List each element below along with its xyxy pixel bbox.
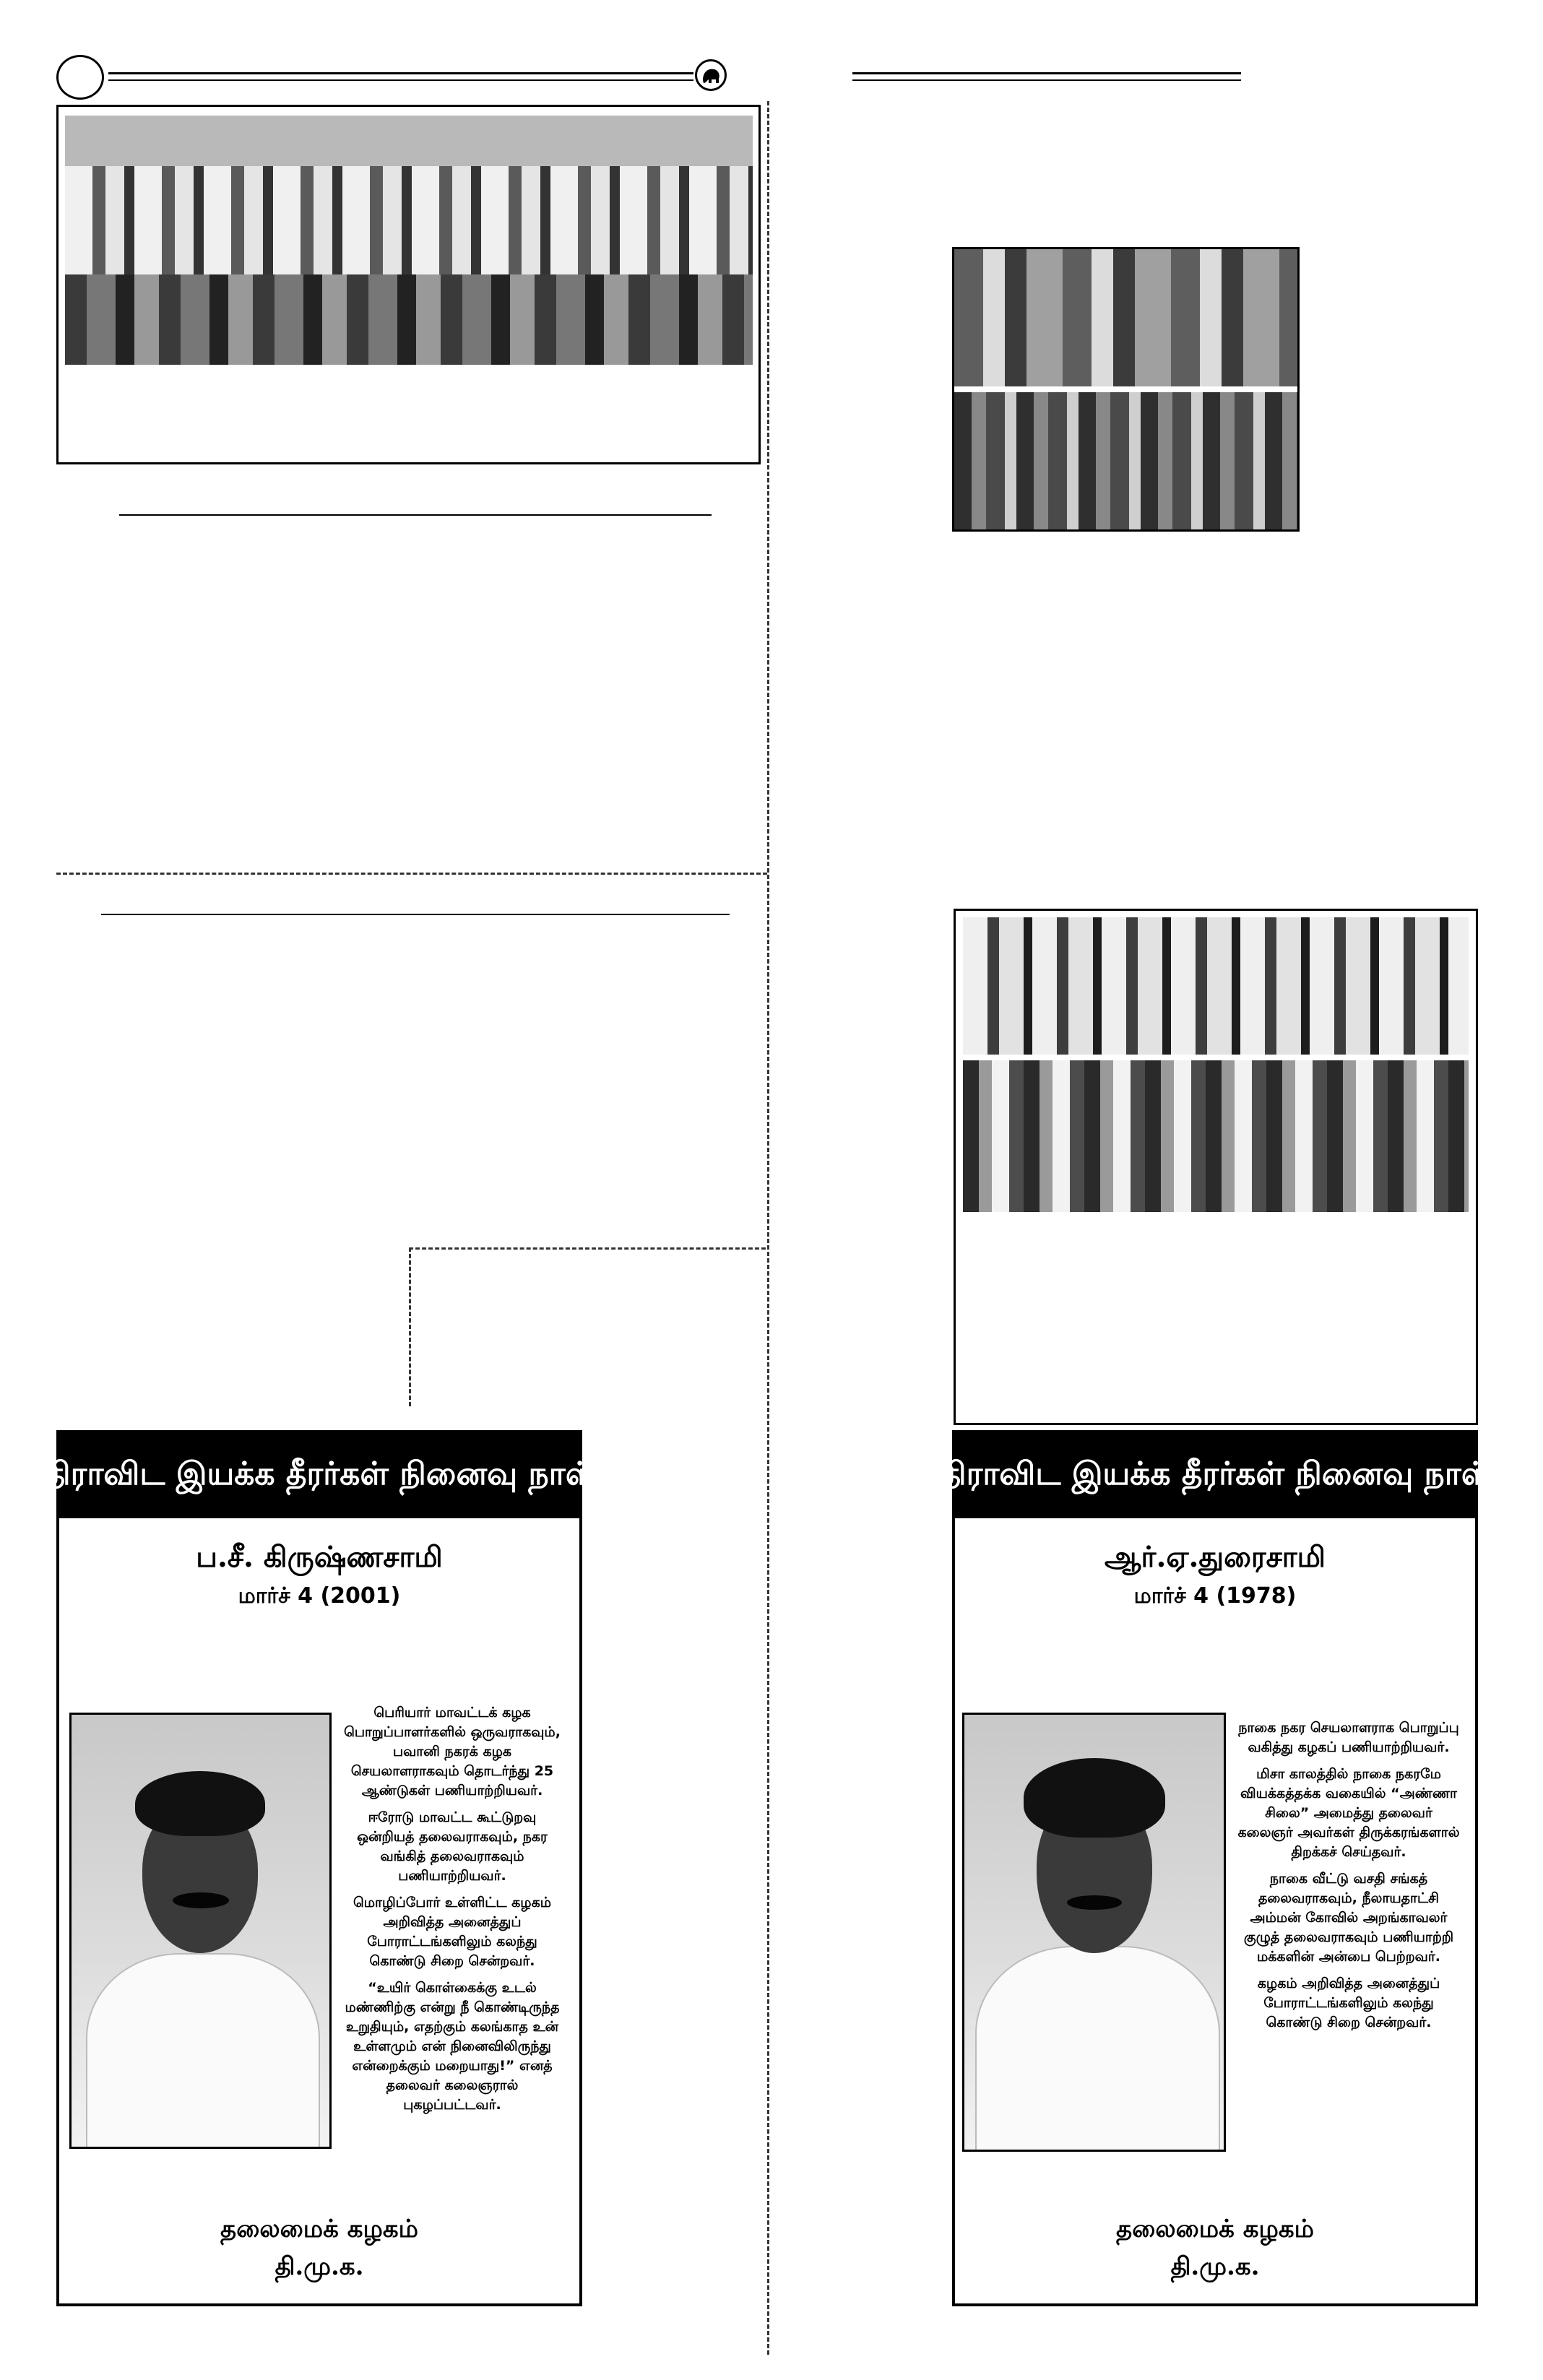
memorial-ad-krishnasamy bbox=[44, 1430, 595, 2306]
memorial-ad-duraisamy bbox=[940, 1430, 1490, 2306]
box-divider-side bbox=[409, 1247, 411, 1406]
memorial-name: ப.சீ. கிருஷ்ணசாமி bbox=[196, 1540, 443, 1574]
headline-rule-2 bbox=[101, 914, 730, 915]
news-photo-event-distribution bbox=[65, 116, 753, 365]
footer-party: தி.மு.க. bbox=[275, 2252, 364, 2281]
masthead-rule-bottom bbox=[108, 79, 693, 81]
news-photo-leaders-gathering bbox=[963, 917, 1469, 1212]
memorial-date: மார்ச் 4 (1978) bbox=[1133, 1583, 1297, 1609]
memorial-header: திராவிட இயக்க தீரர்கள் நினைவு நாள் bbox=[955, 1433, 1475, 1518]
memorial-bio bbox=[1237, 1718, 1461, 2040]
bio-paragraph: மிசா காலத்தில் நாகை நகரமே வியக்கத்தக்க வகையில் “அண்ணா சிலை” அமைத்து தலைவர் கலைஞர் அவர்கள் திருக்கரங்களால் திறக்கச் செய்தவர். bbox=[1237, 1766, 1460, 1860]
column-separator bbox=[767, 101, 769, 2355]
headline-rule-1 bbox=[119, 514, 712, 516]
footer-org: தலைமைக் கழகம் bbox=[220, 2215, 418, 2243]
memorial-footer bbox=[955, 2210, 1475, 2285]
footer-party: தி.மு.க. bbox=[1170, 2252, 1260, 2281]
bio-paragraph: பெரியார் மாவட்டக் கழக பொறுப்பாளர்களில் ஒருவராகவும், பவானி நகரக் கழக செயலாளராகவும் தொடர்ந்து 25 ஆண்டுகள் பணியாற்றியவர். bbox=[344, 1705, 561, 1799]
memorial-portrait bbox=[962, 1713, 1226, 2152]
bio-paragraph: மொழிப்போர் உள்ளிட்ட கழகம் அறிவித்த அனைத்துப் போராட்டங்களிலும் கலந்து கொண்டு சிறை சென்றவர். bbox=[353, 1895, 552, 1969]
memorial-portrait bbox=[69, 1713, 332, 2149]
bio-paragraph: ஈரோடு மாவட்ட கூட்டுறவு ஒன்றியத் தலைவராகவும், நகர வங்கித் தலைவராகவும் பணியாற்றியவர். bbox=[357, 1809, 548, 1884]
section-divider-left bbox=[56, 873, 767, 875]
news-photo-meeting-dinner bbox=[952, 247, 1300, 532]
box-divider-top bbox=[409, 1247, 766, 1250]
page-number-badge bbox=[56, 55, 104, 100]
right-masthead-rule-bottom bbox=[852, 79, 1241, 81]
elephant-emblem-icon bbox=[695, 59, 727, 91]
footer-org: தலைமைக் கழகம் bbox=[1116, 2215, 1314, 2243]
bio-paragraph: நாகை நகர செயலாளராக பொறுப்பு வகித்து கழகப் பணியாற்றியவர். bbox=[1238, 1720, 1459, 1755]
masthead-rule-top bbox=[108, 72, 693, 74]
bio-paragraph: “உயிர் கொள்கைக்கு உடல் மண்ணிற்கு என்று நீ கொண்டிருந்த உறுதியும், எதற்கும் கலங்காத உன் உள்ளமும் என் நினைவிலிருந்து என்றைக்கும் மறையாது!” எனத் தலைவர் கலைஞரால் புகழப்பட்டவர். bbox=[345, 1980, 560, 2113]
memorial-name: ஆர்.ஏ.துரைசாமி bbox=[1104, 1540, 1326, 1574]
bio-paragraph: நாகை வீட்டு வசதி சங்கத் தலைவராகவும், நீலாயதாட்சி அம்மன் கோவில் அறங்காவலர் குழுத் தலைவராகவும் பணியாற்றி மக்களின் அன்பை பெற்றவர். bbox=[1243, 1871, 1454, 1965]
memorial-header: திராவிட இயக்க தீரர்கள் நினைவு நாள் bbox=[59, 1433, 579, 1518]
memorial-bio bbox=[340, 1703, 565, 2122]
memorial-footer bbox=[59, 2210, 579, 2285]
bio-paragraph: கழகம் அறிவித்த அனைத்துப் போராட்டங்களிலும் கலந்து கொண்டு சிறை சென்றவர். bbox=[1257, 1976, 1440, 2030]
right-masthead-rule-top bbox=[852, 72, 1241, 74]
memorial-date: மார்ச் 4 (2001) bbox=[238, 1583, 401, 1609]
